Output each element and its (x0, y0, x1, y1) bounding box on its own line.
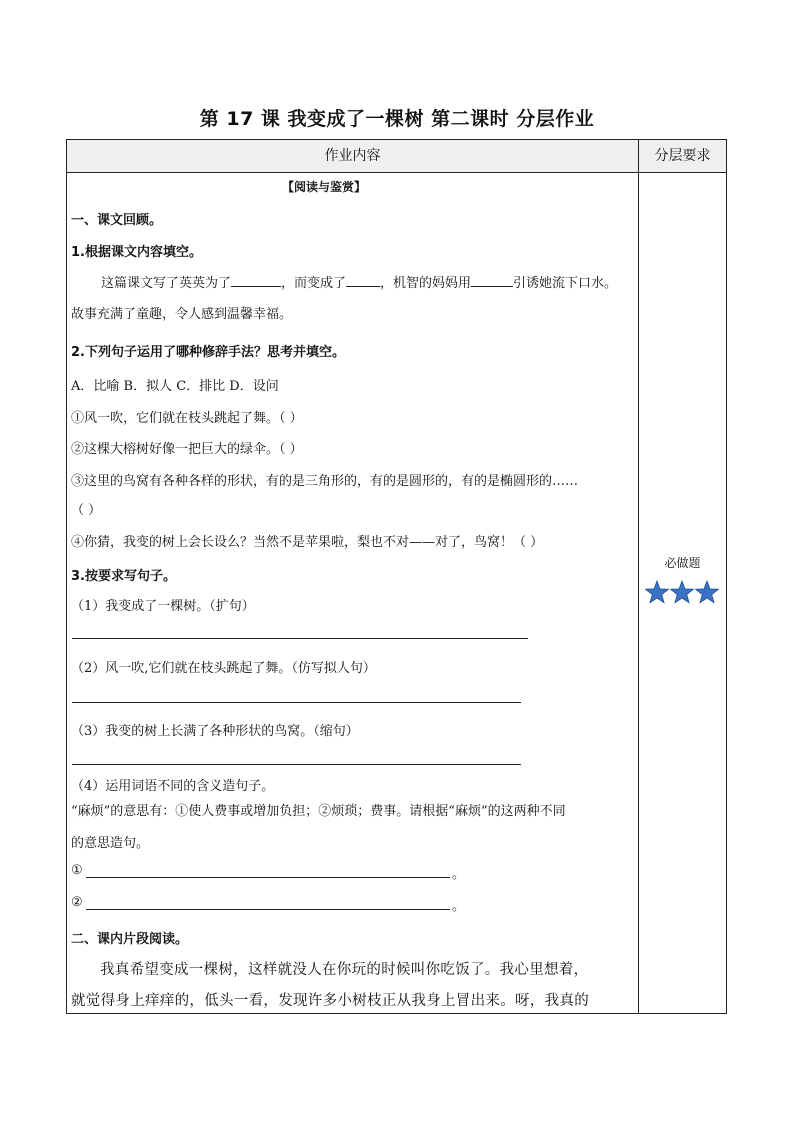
q3-item-2: （2）风一吹,它们就在枝头跳起了舞。（仿写拟人句） (71, 661, 376, 676)
q2-sentence-3-blank[interactable]: （ ） (71, 503, 102, 518)
header-divider (67, 172, 726, 173)
section-title: 【阅读与鉴赏】 (282, 180, 367, 194)
q1-title: 1.根据课文内容填空。 (71, 245, 202, 260)
star-icon (646, 581, 669, 603)
star-icon (671, 581, 694, 603)
q3-answer-line-3[interactable] (72, 764, 521, 765)
q1-text-d: 引诱她流下口水。 (513, 276, 618, 291)
q3-item-3: （3）我变的树上长满了各种形状的鸟窝。（缩句） (71, 724, 359, 739)
header-requirement: 分层要求 (639, 140, 726, 172)
q2-sentence-1: ①风一吹，它们就在枝头跳起了舞。（ ） (71, 411, 303, 426)
q1-blank-1[interactable] (231, 273, 281, 287)
q1-blank-3[interactable] (471, 273, 513, 287)
star-icon (696, 581, 719, 603)
required-label: 必做题 (664, 556, 701, 570)
page-title: 第 17 课 我变成了一棵树 第二课时 分层作业 (199, 108, 595, 130)
q1-text-c: ，机智的妈妈用 (380, 276, 472, 291)
q2-sentence-4: ④你猜，我变的树上会长设么？当然不是苹果啦，梨也不对——对了，鸟窝！（ ） (71, 535, 544, 550)
passage-line-2: 就觉得身上痒痒的，低头一看，发现许多小树枝正从我身上冒出来。呀，我真的 (71, 993, 589, 1009)
column-divider (638, 140, 639, 1013)
q1-text-b: ，而变成了 (281, 276, 347, 291)
q3-period-2: 。 (452, 899, 466, 914)
q3-sentence-num-1: ① (71, 863, 83, 878)
q3-sentence-line-2[interactable] (86, 909, 450, 910)
q3-item-4-desc-cont: 的意思造句。 (71, 836, 150, 851)
q3-sentence-num-2: ② (71, 895, 83, 910)
header-content: 作业内容 (67, 140, 638, 172)
passage-line-1: 我真希望变成一棵树，这样就没人在你玩的时候叫你吃饭了。我心里想着， (100, 962, 589, 978)
q2-sentence-3: ③这里的鸟窝有各种各样的形状，有的是三角形的，有的是圆形的，有的是椭圆形的…… (71, 474, 579, 489)
q3-period-1: 。 (452, 867, 466, 882)
q3-answer-line-2[interactable] (72, 702, 521, 703)
q3-title: 3.按要求写句子。 (71, 569, 176, 584)
star-rating-icon (645, 580, 721, 606)
difficulty-stars (645, 580, 721, 610)
q3-item-4-desc: “麻烦”的意思有：①使人费事或增加负担；②烦琐；费事。请根据“麻烦”的这两种不同 (71, 804, 566, 819)
q1-text-a: 这篇课文写了英英为了 (101, 276, 232, 291)
q3-item-4: （4）运用词语不同的含义造句子。 (71, 779, 275, 794)
q2-options: A．比喻 B．拟人 C．排比 D．设问 (71, 379, 279, 394)
q3-sentence-line-1[interactable] (86, 877, 450, 878)
q1-line1 (101, 272, 617, 291)
q1-line2: 故事充满了童趣，令人感到温馨幸福。 (71, 307, 293, 322)
q3-item-1: （1）我变成了一棵树。（扩句） (71, 599, 255, 614)
part1-title: 一、课文回顾。 (71, 213, 163, 228)
q2-title: 2.下列句子运用了哪种修辞手法？思考并填空。 (71, 345, 345, 360)
q3-answer-line-1[interactable] (72, 638, 528, 639)
q1-blank-2[interactable] (346, 273, 380, 287)
q2-sentence-2: ②这棵大榕树好像一把巨大的绿伞。（ ） (71, 442, 303, 457)
part2-title: 二、课内片段阅读。 (71, 932, 189, 947)
